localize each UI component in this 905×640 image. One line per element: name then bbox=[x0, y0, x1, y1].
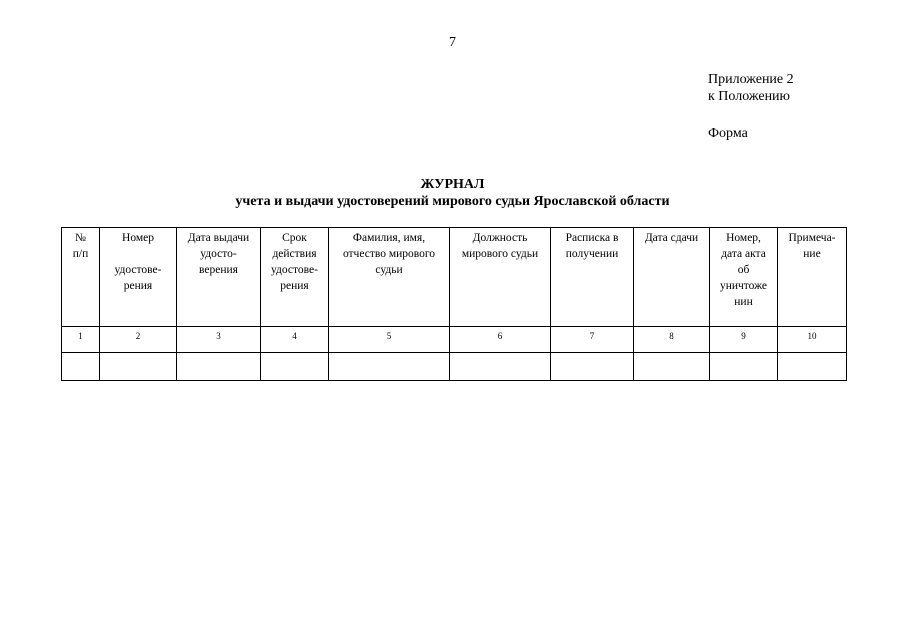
header-cell-position: Должность мирового судьи bbox=[450, 228, 551, 327]
empty-cell bbox=[551, 353, 634, 381]
header-cell-certificate-number: Номер удостове- рения bbox=[100, 228, 177, 327]
column-number-cell: 1 bbox=[62, 327, 100, 353]
empty-cell bbox=[778, 353, 847, 381]
appendix-line-2: к Положению bbox=[708, 89, 791, 104]
page-number: 7 bbox=[449, 35, 456, 50]
column-number-cell: 4 bbox=[261, 327, 329, 353]
header-cell-validity: Срок действия удостове- рения bbox=[261, 228, 329, 327]
header-cell-issue-date: Дата выдачи удосто- верения bbox=[177, 228, 261, 327]
journal-subtitle: учета и выдачи удостоверений мирового судьи Ярославской области bbox=[235, 194, 670, 209]
appendix-reference bbox=[708, 71, 794, 105]
header-cell-return-date: Дата сдачи bbox=[634, 228, 710, 327]
header-cell-receipt: Расписка в получении bbox=[551, 228, 634, 327]
header-cell-full-name: Фамилия, имя, отчество мирового судьи bbox=[329, 228, 450, 327]
empty-cell bbox=[710, 353, 778, 381]
column-number-cell: 8 bbox=[634, 327, 710, 353]
form-label: Форма bbox=[708, 126, 748, 141]
column-number-cell: 2 bbox=[100, 327, 177, 353]
header-cell-number: № п/п bbox=[62, 228, 100, 327]
column-number-cell: 9 bbox=[710, 327, 778, 353]
empty-cell bbox=[329, 353, 450, 381]
header-cell-destruction-act: Номер, дата акта об уничтоже нин bbox=[710, 228, 778, 327]
empty-cell bbox=[450, 353, 551, 381]
table-column-number-row bbox=[62, 327, 847, 353]
empty-cell bbox=[177, 353, 261, 381]
empty-cell bbox=[100, 353, 177, 381]
column-number-cell: 6 bbox=[450, 327, 551, 353]
header-cell-notes: Примеча- ние bbox=[778, 228, 847, 327]
table-header-row bbox=[62, 228, 847, 327]
column-number-cell: 7 bbox=[551, 327, 634, 353]
empty-cell bbox=[261, 353, 329, 381]
empty-cell bbox=[634, 353, 710, 381]
appendix-line-1: Приложение 2 bbox=[708, 72, 794, 87]
column-number-cell: 3 bbox=[177, 327, 261, 353]
table-empty-row bbox=[62, 353, 847, 381]
journal-table bbox=[61, 227, 847, 381]
journal-title: ЖУРНАЛ bbox=[420, 177, 485, 192]
column-number-cell: 10 bbox=[778, 327, 847, 353]
empty-cell bbox=[62, 353, 100, 381]
column-number-cell: 5 bbox=[329, 327, 450, 353]
